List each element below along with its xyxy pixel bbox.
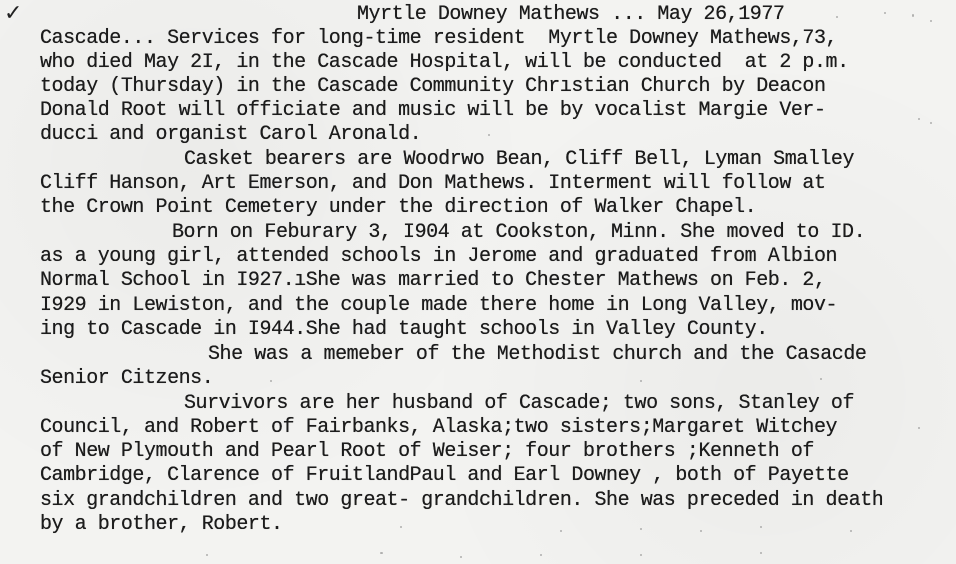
text-line: Casket bearers are Woodrwo Bean, Cliff Bell, Lyman Smalley — [184, 148, 855, 171]
text-line: by a brother, Robert. — [40, 513, 283, 536]
text-line: ing to Cascade in I944.She had taught schools in Valley County. — [40, 318, 768, 341]
text-line: Cascade... Services for long-time resident Myrtle Downey Mathews,73, — [40, 27, 838, 50]
scan-speck — [400, 526, 402, 528]
text-line: as a young girl, attended schools in Jerome and graduated from Albion — [40, 245, 838, 268]
text-line: the Crown Point Cemetery under the direction of Walker Chapel. — [40, 196, 757, 219]
scan-speck — [488, 134, 490, 136]
text-line: Senior Citzens. — [40, 367, 214, 390]
scan-speck — [918, 427, 920, 429]
scan-speck — [460, 556, 462, 558]
text-line: Donald Root will officiate and music will be by vocalist Margie Ver- — [40, 99, 826, 122]
scan-speck — [206, 554, 208, 556]
scan-speck — [912, 14, 914, 17]
scan-speck — [640, 380, 642, 382]
text-line: Council, and Robert of Fairbanks, Alaska;two sisters;Margaret Witchey — [40, 416, 838, 439]
scan-speck — [270, 380, 272, 382]
scan-speck — [640, 528, 642, 530]
obituary-heading: Myrtle Downey Mathews ... May 26,1977 — [357, 3, 785, 26]
scan-speck — [850, 530, 852, 532]
scan-speck — [820, 378, 822, 380]
text-line: six grandchildren and two great- grandchildren. She was preceded in death — [40, 489, 884, 512]
text-line: Cambridge, Clarence of FruitlandPaul and Earl Downey , both of Payette — [40, 464, 849, 487]
scan-speck — [930, 20, 932, 22]
scan-speck — [918, 118, 920, 120]
scan-speck — [884, 12, 886, 14]
checkmark-icon: ✓ — [4, 1, 23, 26]
scan-speck — [560, 530, 562, 532]
text-line: Cliff Hanson, Art Emerson, and Don Mathews. Interment will follow at — [40, 172, 826, 195]
text-line: today (Thursday) in the Cascade Community Chrıstian Church by Deacon — [40, 75, 826, 98]
scan-speck — [380, 552, 383, 554]
scan-speck — [930, 122, 932, 124]
text-line: Normal School in I927.ıShe was married to Chester Mathews on Feb. 2, — [40, 269, 826, 292]
text-line: ducci and organist Carol Aronald. — [40, 123, 422, 146]
scan-speck — [700, 530, 702, 532]
scan-speck — [836, 16, 838, 18]
text-line: who died May 2I, in the Cascade Hospital, will be conducted at 2 p.m. — [40, 51, 849, 74]
scan-speck — [540, 554, 542, 556]
scan-speck — [640, 554, 642, 556]
text-line: I929 in Lewiston, and the couple made there home in Long Valley, mov- — [40, 294, 838, 317]
text-line: She was a memeber of the Methodist church and the Casacde — [208, 343, 867, 366]
text-line: of New Plymouth and Pearl Root of Weiser; four brothers ;Kenneth of — [40, 440, 814, 463]
text-line: Born on Feburary 3, I904 at Cookston, Minn. She moved to ID. — [172, 221, 866, 244]
scan-speck — [760, 552, 762, 554]
text-line: Survivors are her husband of Cascade; two sons, Stanley of — [184, 392, 855, 415]
scan-speck — [760, 526, 762, 528]
